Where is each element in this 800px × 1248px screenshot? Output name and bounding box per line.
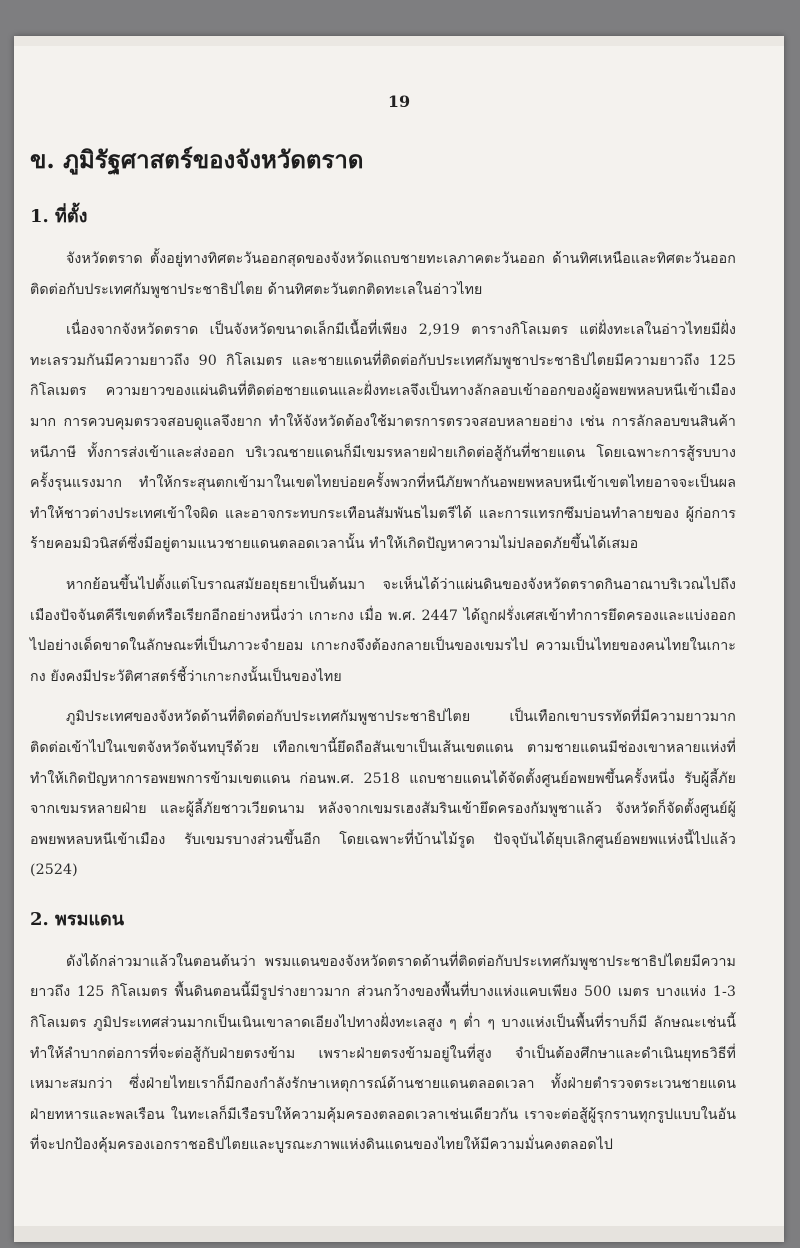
page-content [30, 140, 736, 1165]
paragraph-location-3: หากย้อนขึ้นไปตั้งแต่โบราณสมัยอยุธยาเป็นต้นมา จะเห็นได้ว่าแผ่นดินของจังหวัดตราดกินอาณาบริเวณไปถึงเมืองปัจจันตคีรีเขตต์หรือเรียกอีกอย่างหนึ่งว่า เกาะกง เมื่อ พ.ศ. 2447 ได้ถูกฝรั่งเศสเข้าทำการยึดครองและแบ่งออกไปอย่างเด็ดขาดในลักษณะที่เป็นภาวะจำยอม เกาะกงจึงต้องกลายเป็นของเขมรไป ความเป็นไทยของคนไทยในเกาะกง ยังคงมีประวัติศาสตร์ชี้ว่าเกาะกงนั้นเป็นของไทย [30, 576, 736, 685]
section-title: ข. ภูมิรัฐศาสตร์ของจังหวัดตราด [30, 145, 364, 174]
subsection-title-location: 1. ที่ตั้ง [30, 206, 88, 227]
document-page [14, 36, 784, 1242]
paragraph-border-1: ดังได้กล่าวมาแล้วในตอนต้นว่า พรมแดนของจังหวัดตราดด้านที่ติดต่อกับประเทศกัมพูชาประชาธิปไตยมีความยาวถึง 125 กิโลเมตร พื้นดินตอนนี้มีรูปร่างยาวมาก ส่วนกว้างของพื้นที่บางแห่งแคบเพียง 500 เมตร บางแห่ง 1-3 กิโลเมตร ภูมิประเทศส่วนมากเป็นเนินเขาลาดเอียงไปทางฝั่งทะเลสูง ๆ ต่ำ ๆ บางแห่งเป็นพื้นที่ราบก็มี ลักษณะเช่นนี้ทำให้ลำบากต่อการที่จะต่อสู้กับฝ่ายตรงข้าม เพราะฝ่ายตรงข้ามอยู่ในที่สูง จำเป็นต้องศึกษาและดำเนินยุทธวิธีที่เหมาะสมกว่า ซึ่งฝ่ายไทยเราก็มีกองกำลังรักษาเหตุการณ์ด้านชายแดนตลอดเวลา ทั้งฝ่ายตำรวจตระเวนชายแดน ฝ่ายทหารและพลเรือน ในทะเลก็มีเรือรบให้ความคุ้มครองตลอดเวลาเช่นเดียวกัน เราจะต่อสู้ผู้รุกรานทุกรูปแบบในอันที่จะปกป้องคุ้มครองเอกราชอธิปไตยและบูรณะภาพแห่งดินแดนของไทยให้มีความมั่นคงตลอดไป [30, 953, 736, 1154]
subsection-title-border: 2. พรมแดน [30, 908, 125, 930]
paragraph-location-1: จังหวัดตราด ตั้งอยู่ทางทิศตะวันออกสุดของจังหวัดแถบชายทะเลภาคตะวันออก ด้านทิศเหนือและทิศตะวันออกติดต่อกับประเทศกัมพูชาประชาธิปไตย ด้านทิศตะวันตกติดทะเลในอ่าวไทย [30, 251, 736, 298]
page-number: 19 [387, 92, 411, 111]
paragraph-location-2: เนื่องจากจังหวัดตราด เป็นจังหวัดขนาดเล็กมีเนื้อที่เพียง 2,919 ตารางกิโลเมตร แต่ฝั่งทะเลในอ่าวไทยมีฝั่งทะเลรวมกันมีความยาวถึง 90 กิโลเมตร และชายแดนที่ติดต่อกับประเทศกัมพูชาประชาธิปไตยมีความยาวถึง 125 กิโลเมตร ความยาวของแผ่นดินที่ติดต่อชายแดนและฝั่งทะเลจึงเป็นทางลักลอบเข้าออกของผู้อพยพหลบหนีเข้าเมืองมาก การควบคุมตรวจสอบดูแลจึงยาก ทำให้จังหวัดต้องใช้มาตรการตรวจสอบหลายอย่าง เช่น การลักลอบขนสินค้าหนีภาษี ทั้งการส่งเข้าและส่งออก บริเวณชายแดนก็มีเขมรหลายฝ่ายเกิดต่อสู้กันที่ชายแดน โดยเฉพาะการสู้รบบางครั้งรุนแรงมาก ทำให้กระสุนตกเข้ามาในเขตไทยบ่อยครั้งพวกที่หนีภัยพากันอพยพหลบหนีเข้าเขตไทยอาจจะเป็นผลทำให้ชาวต่างประเทศเข้าใจผิด และอาจกระทบกระเทือนสัมพันธไมตรีได้ และการแทรกซึมบ่อนทำลายของ ผู้ก่อการร้ายคอมมิวนิสต์ซึ่งมีอยู่ตามแนวชายแดนตลอดเวลานั้น ทำให้เกิดปัญหาความไม่ปลอดภัยขึ้นได้เสมอ [30, 322, 736, 553]
paragraph-location-4: ภูมิประเทศของจังหวัดด้านที่ติดต่อกับประเทศกัมพูชาประชาธิปไตย เป็นเทือกเขาบรรทัดที่มีความยาวมากติดต่อเข้าไปในเขตจังหวัดจันทบุรีด้วย เทือกเขานี้ยึดถือสันเขาเป็นเส้นเขตแดน ตามชายแดนมีช่องเขาหลายแห่งที่ทำให้เกิดปัญหาการอพยพการข้ามเขตแดน ก่อนพ.ศ. 2518 แถบชายแดนได้จัดตั้งศูนย์อพยพขึ้นครั้งหนึ่ง รับผู้ลี้ภัยจากเขมรหลายฝ่าย และผู้ลี้ภัยชาวเวียดนาม หลังจากเขมรเฮงสัมรินเข้ายึดครองกัมพูชาแล้ว จังหวัดก็จัดตั้งศูนย์ผู้อพยพหลบหนีเข้าเมือง รับเขมรบางส่วนขึ้นอีก โดยเฉพาะที่บ้านไม้รูด ปัจจุบันได้ยุบเลิกศูนย์อพยพแห่งนี้ไปแล้ว (2524) [30, 709, 736, 879]
